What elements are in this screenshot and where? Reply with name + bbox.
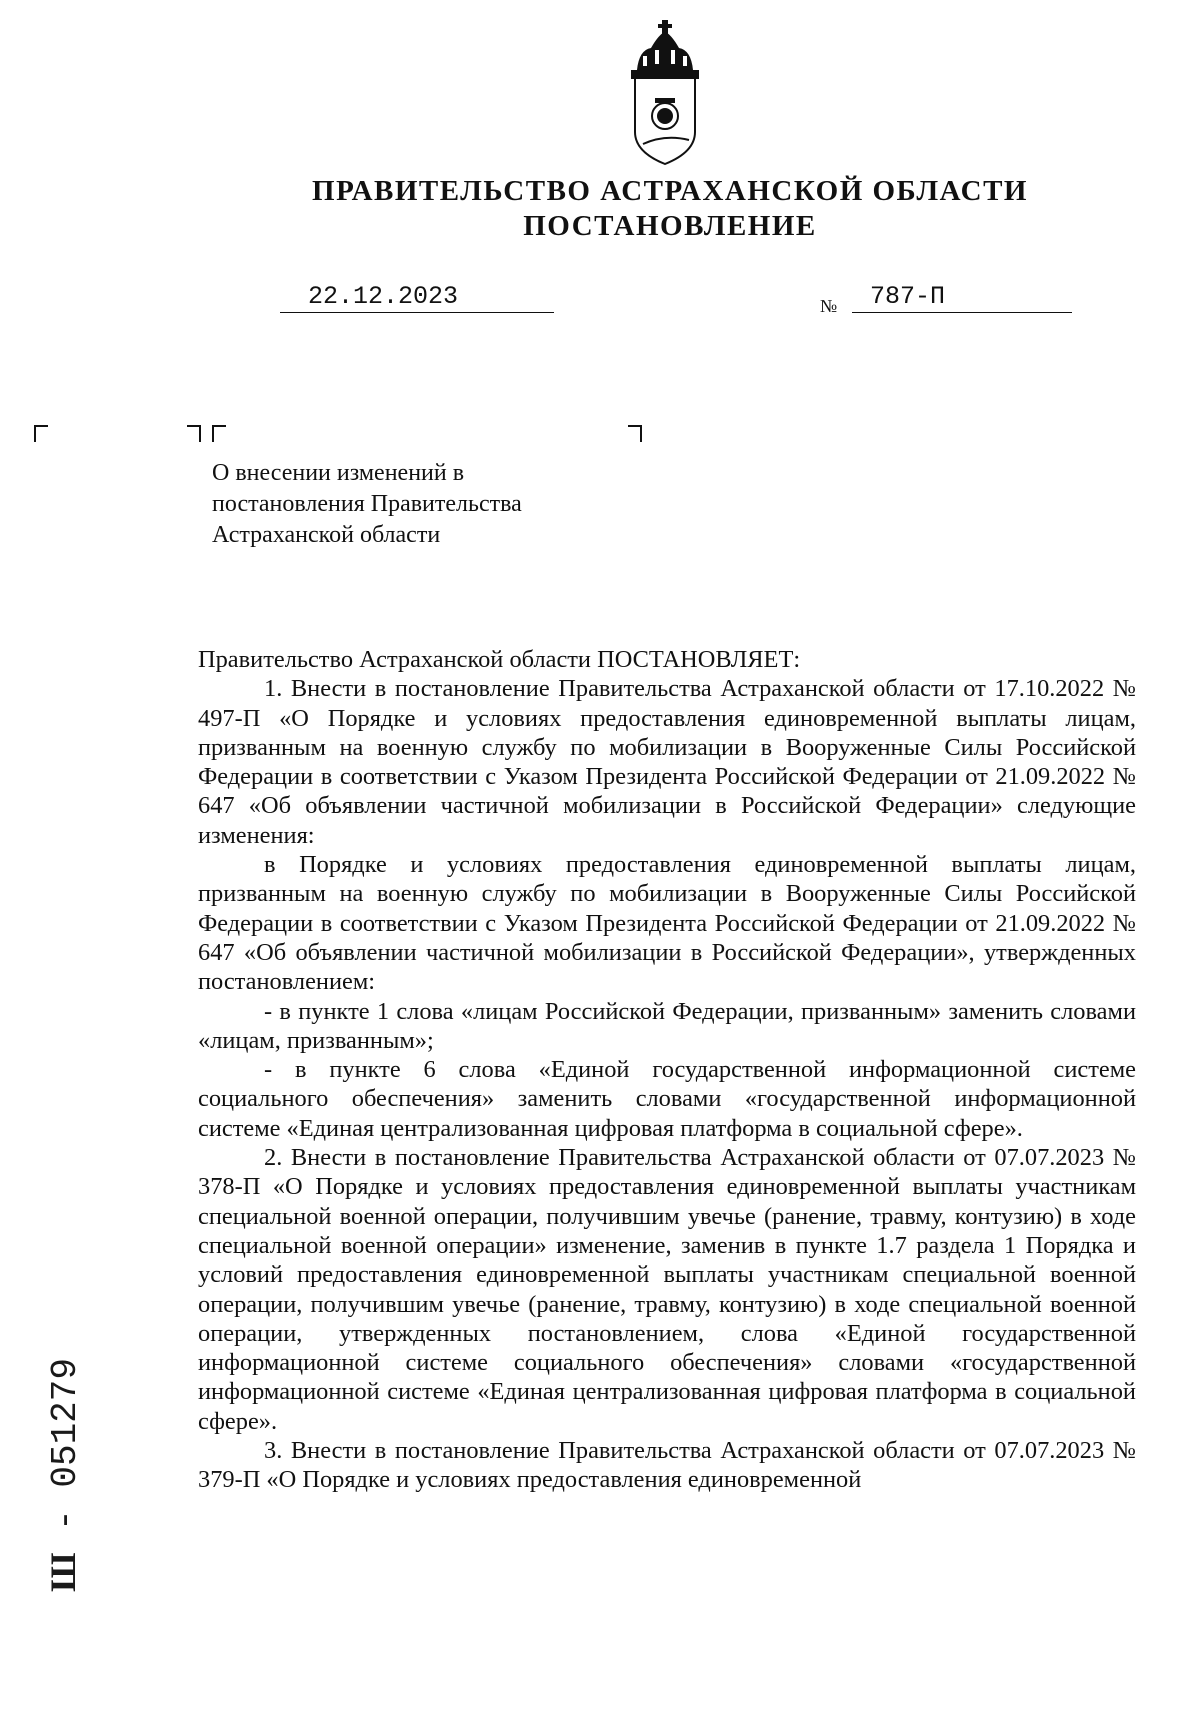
- number-sign: №: [820, 296, 838, 316]
- document-subject: О внесении изменений в постановления Правительства Астраханской области: [212, 460, 522, 548]
- form-serial-number: [38, 1358, 88, 1592]
- clause-1: 1. Внести в постановление Правительства Астраханской области от 17.10.2022 № 497-П «О Порядке и условиях предоставления единовременной выплаты лицам, призванным на военную службу по мобилизации в Вооруженные Силы Российской Федерации в соответствии с Указом Президента Российской Федерации от 21.09.2022 № 647 «Об объявлении частичной мобилизации в Российской Федерации» следующие изменения:: [198, 675, 1136, 849]
- serial-series: Ш: [43, 1552, 83, 1592]
- document-type-title: ПОСТАНОВЛЕНИЕ: [523, 210, 817, 242]
- clause-3: 3. Внести в постановление Правительства Астраханской области от 07.07.2023 № 379-П «О Порядке и условиях предоставления единовременной: [198, 1437, 1136, 1494]
- clause-2: 2. Внести в постановление Правительства Астраханской области от 07.07.2023 № 378-П «О Порядке и условиях предоставления единовременной выплаты участникам специальной военной операции, получившим увечье (ранение, травму, контузию) в ходе специальной военной операции» изменение, заменив в пункте 1.7 раздела 1 Порядка и условий предоставления единовременной выплаты участникам специальной военной операции, получившим увечье (ранение, травму, контузию) в ходе специальной военной операции, утвержденных постановлением, слова «Единой государственной информационной системе социального обеспечения» словами «государственной информационной системе «Единая централизованная цифровая платформа в социальной сфере».: [198, 1144, 1136, 1435]
- clause-1-item-1: - в пункте 1 слова «лицам Российской Федерации, призванным» заменить словами «лицам, призванным»;: [198, 997, 1136, 1054]
- corner-mark: [34, 425, 48, 442]
- corner-mark: [187, 425, 201, 442]
- clause-1-subparagraph: в Порядке и условиях предоставления единовременной выплаты лицам, призванным на военную службу по мобилизации в Вооруженные Силы Российской Федерации в соответствии с Указом Президента Российской Федерации от 21.09.2022 № 647 «Об объявлении частичной мобилизации в Российской Федерации», утвержденных постановлением:: [198, 851, 1136, 996]
- document-number: 787-П: [852, 282, 1072, 313]
- organization-title: ПРАВИТЕЛЬСТВО АСТРАХАНСКОЙ ОБЛАСТИ: [312, 175, 1028, 207]
- corner-mark: [628, 425, 642, 442]
- corner-mark: [212, 425, 226, 442]
- document-body: [198, 645, 1136, 1495]
- serial-number: - 051279: [45, 1358, 86, 1531]
- document-date: 22.12.2023: [280, 282, 554, 313]
- clause-1-item-6: - в пункте 6 слова «Единой государственной информационной системе социального обеспечения» заменить словами «государственной информационной системе «Единая централизованная цифровая платформа в социальной сфере».: [198, 1056, 1136, 1142]
- preamble: Правительство Астраханской области ПОСТАНОВЛЯЕТ:: [198, 646, 801, 673]
- coat-of-arms-emblem: [625, 20, 705, 166]
